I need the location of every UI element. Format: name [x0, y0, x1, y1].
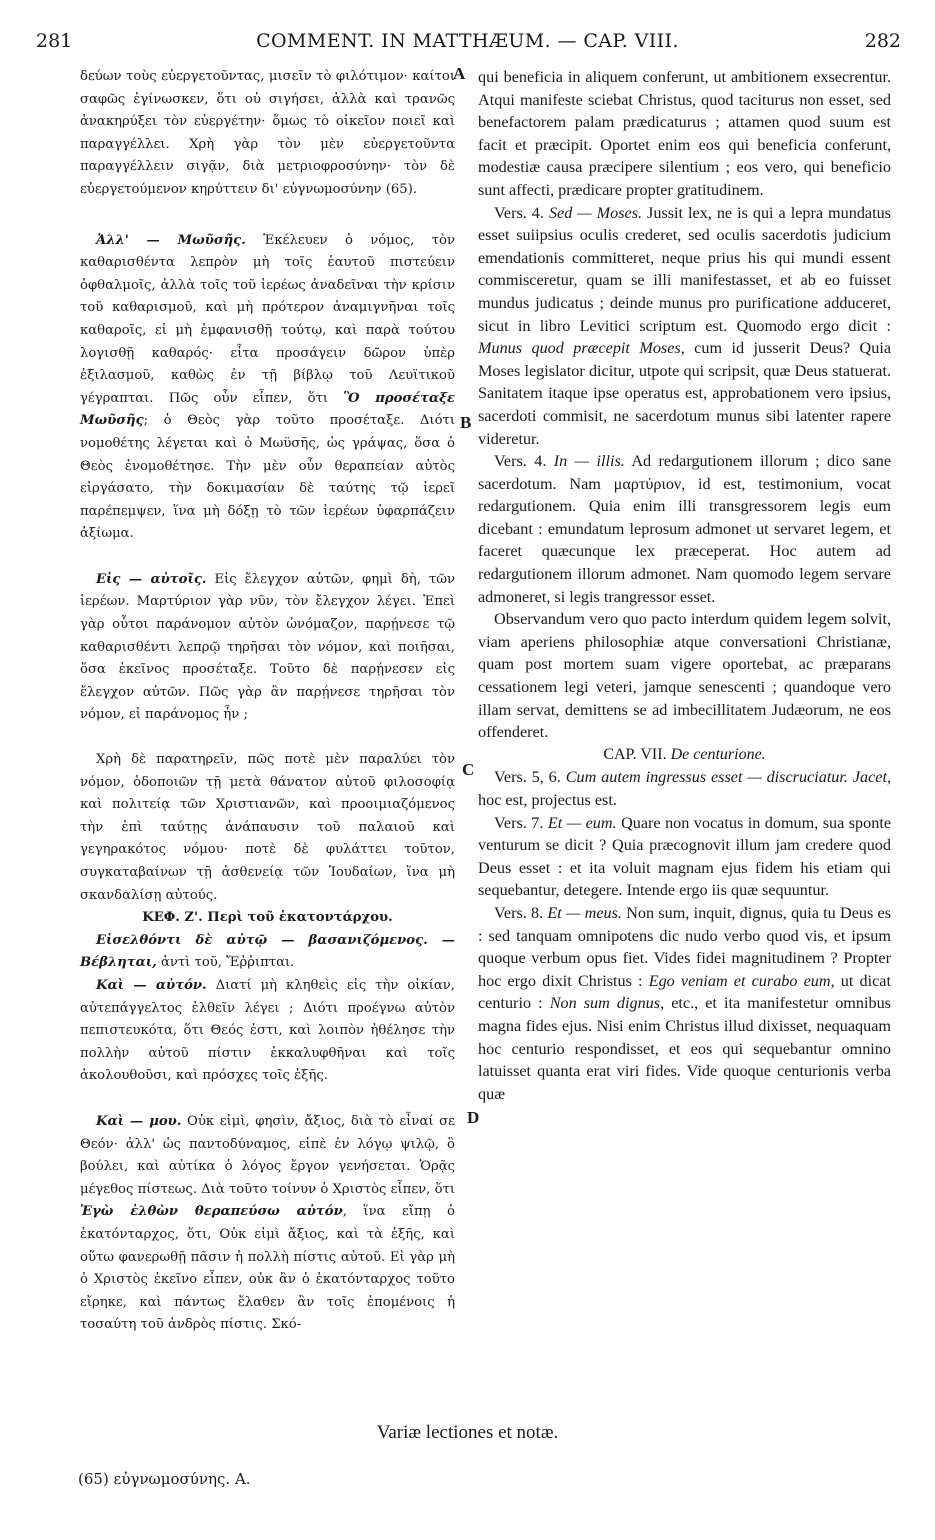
- greek-lemma-7: Καὶ — μου.: [96, 1113, 182, 1129]
- greek-lemma-6: Καὶ — αὐτόν.: [96, 977, 207, 993]
- greek-paragraph-1: δεύων τοὺς εὐεργετοῦντας, μισεῖν τὸ φιλότιμον· καίτοι σαφῶς ἐγίνωσκεν, ὅτι οὐ σιγήσει, ἀλλὰ καὶ τρανῶς ἀνακηρύξει τὸν εὐεργέτην· ὅμως τὸ οἰκεῖον ποιεῖ καὶ παραγγέλλει. Χρὴ γὰρ τὸν μὲν εὐεργετοῦντα παραγγέλλειν σιγᾷν, διὰ μετριοφροσύνην· τὸν δὲ εὐεργετούμενον κηρύττειν δι' εὐγνωμοσύνην (65).: [80, 69, 455, 197]
- greek-paragraph-5: Εἰσελθόντι δὲ αὐτῷ — βασανιζόμενος. — Βέβληται, ἀντὶ τοῦ, Ἔῤῥιπται.: [80, 932, 455, 971]
- latin-lemma-5: Cum autem ingressus esset — discruciatur. Jacet,: [565, 768, 892, 787]
- greek-column: [80, 66, 455, 1337]
- latin-lemma-6: Et — eum.: [547, 813, 617, 832]
- latin-column: [478, 66, 891, 1105]
- greek-paragraph-6: Καὶ — αὐτόν. Διατί μὴ κληθεὶς εἰς τὴν οἰκίαν, αὐτεπάγγελτος ἐλθεῖν λέγει ; Διότι προέγνω αὐτὸν πεπιστευκότα, ὅτι Θεός ἐστι, καὶ λοιπὸν ἠθέλησε τὴν πολλὴν αὐτοῦ πίστιν ἐκκαλυφθῆναι καὶ τοῖς ἀκολουθοῦσι, καὶ πρόσχες τοῖς ἑξῆς.: [80, 977, 455, 1084]
- latin-paragraph-6: Vers. 7. Et — eum. Quare non vocatus in domum, sua sponte venturum se dicit ? Quia præcognovit illum jam credere quod Deus esset : et ita voluit magnam ejus fidem his etiam qui sequebantur, detegere. Intende ergo iis quæ sequuntur.: [478, 813, 892, 900]
- margin-letter-c: C: [462, 760, 475, 779]
- latin-paragraph-1: qui beneficia in aliquem conferunt, ut ambitionem exsecrentur. Atqui manifeste sciebat Christus, quod taciturus non esset, sed benefactorem palam prædicaturus ; attamen quod suum est facit et præcipit. Oportet enim eos qui beneficia conferunt, modestiæ causa præcipere silentium ; eos vero, qui beneficio sunt affecti, prædicare propter gratitudinem.: [478, 68, 891, 199]
- greek-paragraph-4: Χρὴ δὲ παρατηρεῖν, πῶς ποτὲ μὲν παραλύει τὸν νόμον, ὁδοποιῶν τῇ μετὰ θάνατον αὐτοῦ φιλοσοφίᾳ καὶ πολιτείᾳ τῶν Χριστιανῶν, καὶ προοιμιαζόμενος τὴν ἐπὶ ταύτῃς ἀνάπαυσιν τοῦ παλαιοῦ καὶ γεγηρακότος νόμου· ποτὲ δὲ φυλάττει τοῦτον, συγκαταβαίνων τῇ ἀσθενείᾳ τῶν Ἰουδαίων, ἵνα μὴ σκανδαλίσῃ αὐτούς.: [80, 752, 455, 903]
- greek-paragraph-3: Εἰς — αὐτοῖς. Εἰς ἔλεγχον αὐτῶν, φημὶ δὴ, τῶν ἱερέων. Μαρτύριον γὰρ νῦν, τὸν ἔλεγχον λέγει. Ἐπεὶ γὰρ οὗτοι παράνομον αὐτὸν ὠνόμαζον, παρῄνεσε τῷ καθαρισθέντι λεπρῷ τηρῆσαι τὸν νόμον, καὶ ποιῆσαι, ὅσα ἐκεῖνος προσέταξε. Τοῦτο δὲ παρῄνεσεν εἰς ἔλεγχον αὐτῶν. Πῶς γὰρ ἂν παρῄνεσε τηρῆσαι τὸν νόμον, εἰ παράνομος ἦν ;: [80, 571, 455, 723]
- latin-paragraph-4: Observandum vero quo pacto interdum quidem legem solvit, viam aperiens philosophiæ atque conversationi Christianæ, quam post mortem suam vigere oportebat, ac præparans cessationem legi veteri, jamque senescenti ; quandoque vero illam servat, demittens se ad imbecillitatem Judæorum, ne eos offenderet.: [478, 610, 891, 742]
- verse-label-3: Vers. 4.: [494, 452, 547, 471]
- greek-lemma-2: Ἀλλ' — Μωῦσῆς.: [96, 232, 246, 248]
- greek-paragraph-7: Καὶ — μου. Οὐκ εἰμὶ, φησὶν, ἄξιος, διὰ τὸ εἶναί σε Θεόν· ἀλλ' ὡς παντοδύναμος, εἰπὲ ἐν λόγῳ ψιλῷ, ὃ βούλει, καὶ αὐτίκα ὁ λόγος ἔργον γενήσεται. Ὁρᾷς μέγεθος πίστεως. Διὰ τοῦτο τοίνυν ὁ Χριστὸς εἶπεν, ὅτι Ἐγὼ ἐλθὼν θεραπεύσω αὐτόν, ἵνα εἴπῃ ὁ ἑκατόνταρχος, ὅτι, Οὐκ εἰμὶ ἄξιος, καὶ τὰ ἑξῆς, καὶ οὕτω φανερωθῇ πᾶσιν ἡ πολλὴ πίστις αὐτοῦ. Εἰ γὰρ μὴ ὁ Χριστὸς ἐκεῖνο εἶπεν, οὐκ ἂν ὁ ἑκατόνταρχος τοῦτο εἴρηκε, καὶ πάντως ἔλαθεν ἂν τοῖς ἑπομένοις ἡ τοσαύτη τοῦ ἀνδρὸς πίστις. Σκό-: [80, 1113, 455, 1333]
- running-head-title: COMMENT. IN MATTHÆUM. — CAP. VIII.: [256, 30, 679, 52]
- margin-letter-b: B: [460, 413, 472, 432]
- greek-lemma-5: Εἰσελθόντι δὲ αὐτῷ — βασανιζόμενος. — Βέβληται,: [80, 932, 455, 971]
- page-number-left: 281: [36, 30, 73, 52]
- latin-paragraph-3: Vers. 4. In — illis. Ad redargutionem illorum ; dico sane sacerdotum. Nam μαρτύριον, id est, testimonium, vocat redargutionem. Quia enim illi transgressorem legis eum dicebant : emundatum leprosum admonet ut servaret legem, et faceret quæcunque lex præceperat. Hoc autem ad redargutionem illorum admonet. Nam quomodo legem servare admoneret, si legis trangressor esset.: [478, 452, 892, 606]
- latin-paragraph-5: Vers. 5, 6. Cum autem ingressus esset — discruciatur. Jacet, hoc est, projectus est.: [478, 768, 892, 809]
- latin-quote-2: Munus quod præcepit Moses,: [478, 339, 685, 358]
- margin-letter-d: D: [467, 1108, 480, 1127]
- footnote: (65) εὐγνωμοσύνης. A.: [78, 1470, 251, 1488]
- greek-lemma-3: Εἰς — αὐτοῖς.: [96, 571, 207, 587]
- latin-lemma-3: In — illis.: [553, 452, 625, 471]
- latin-lemma-2: Sed — Moses.: [548, 203, 643, 222]
- verse-label-6: Vers. 7.: [494, 813, 544, 832]
- verse-label-5: Vers. 5, 6.: [494, 768, 561, 787]
- notes-title: Variæ lectiones et notæ.: [376, 1422, 559, 1443]
- greek-paragraph-2: Ἀλλ' — Μωῦσῆς. Ἐκέλευεν ὁ νόμος, τὸν καθαρισθέντα λεπρὸν μὴ τοῖς ἑαυτοῦ πιστεύειν ὀφθαλμοῖς, ἀλλὰ τοῖς τοῦ ἱερέως ἀναδεῖναι τὴν κρίσιν τοῦ καθαρισμοῦ, καὶ μὴ πρότερον ἀναμιγνῆναι τοῖς καθαροῖς, εἰ μὴ ἐμφανισθῇ τούτῳ, καὶ παρὰ τούτου λογισθῇ καθαρός· εἶτα προσάγειν δῶρον ὑπὲρ ἐξιλασμοῦ, καθὼς ἐν τῇ βίβλῳ τοῦ Λευϊτικοῦ γέγραπται. Πῶς οὖν εἶπεν, ὅτι Ὃ προσέταξε Μωῦσῆς; ὁ Θεὸς γὰρ τοῦτο προσέταξε. Διότι νομοθέτης λέγεται καὶ ὁ Μωϋσῆς, ὡς γράψας, ὅσα ὁ Θεὸς ἐνομοθέτησε. Τὴν μὲν οὖν θεραπείαν αὐτὸς εἰργάσατο, τὴν δοκιμασίαν δὲ ταύτης τῷ ἱερεῖ παρέπεμψεν, ἵνα μὴ δόξῃ τὸ τῶν ἱερέων ὑφαρπάζειν ἀξίωμα.: [80, 232, 455, 542]
- latin-lemma-7: Et — meus.: [547, 903, 622, 922]
- running-header: [30, 30, 905, 60]
- greek-quote-2: Ὃ προσέταξε Μωῦσῆς: [80, 390, 455, 429]
- margin-letter-a: A: [453, 64, 466, 83]
- latin-paragraph-7: Vers. 8. Et — meus. Non sum, inquit, dignus, quia tu Deus es : sed tanquam omnipotens dic nudo verbo quod vis, et ipsum quoque verbum opus fiet. Vides fidei magnitudinem ? Propter hoc ergo dixit Christus : Ego veniam et curabo eum, ut dicat centurio : Non sum dignus, etc., et ita manifestetur omnibus magna fides ejus. Nisi enim Christus illud dixisset, nequaquam hoc centurio respondisset, et eos qui sequebantur omnino latuisset quanta erat viri fides. Vide quoque centurionis verba quæ: [478, 903, 891, 1103]
- greek-quote-7: Ἐγὼ ἐλθὼν θεραπεύσω αὐτόν: [80, 1204, 343, 1220]
- page-number-right: 282: [864, 30, 901, 52]
- verse-label-7: Vers. 8.: [494, 903, 544, 922]
- latin-chapter-heading: CAP. VII. De centurione.: [603, 745, 766, 763]
- latin-paragraph-2: Vers. 4. Sed — Moses. Jussit lex, ne is qui a lepra mundatus esset suiipsius oculis crederet, sed oculis sacerdotis judicium emendationis committeret, neque prius his qui mundi essent commisceretur, quam se illi manifestasset, et ab eo fuisset mundus judicatus ; deinde munus pro purificatione adduceret, sicut in libro Levitici scriptum est. Quomodo ergo dicit : Munus quod præcepit Moses, cum id jusserit Deus? Quia Moses legislator dicitur, utpote qui scripsit, quæ Deus statuerat. Sanitatem itaque ipse operatus est, approbationem vero ipsius, sacerdoti commisit, ne sacerdotum munus sibi latenter rapere videretur.: [478, 203, 892, 448]
- greek-chapter-heading: ΚΕΦ. Ζ'. Περὶ τοῦ ἑκατοντάρχου.: [142, 910, 393, 926]
- verse-label-2: Vers. 4.: [494, 203, 544, 222]
